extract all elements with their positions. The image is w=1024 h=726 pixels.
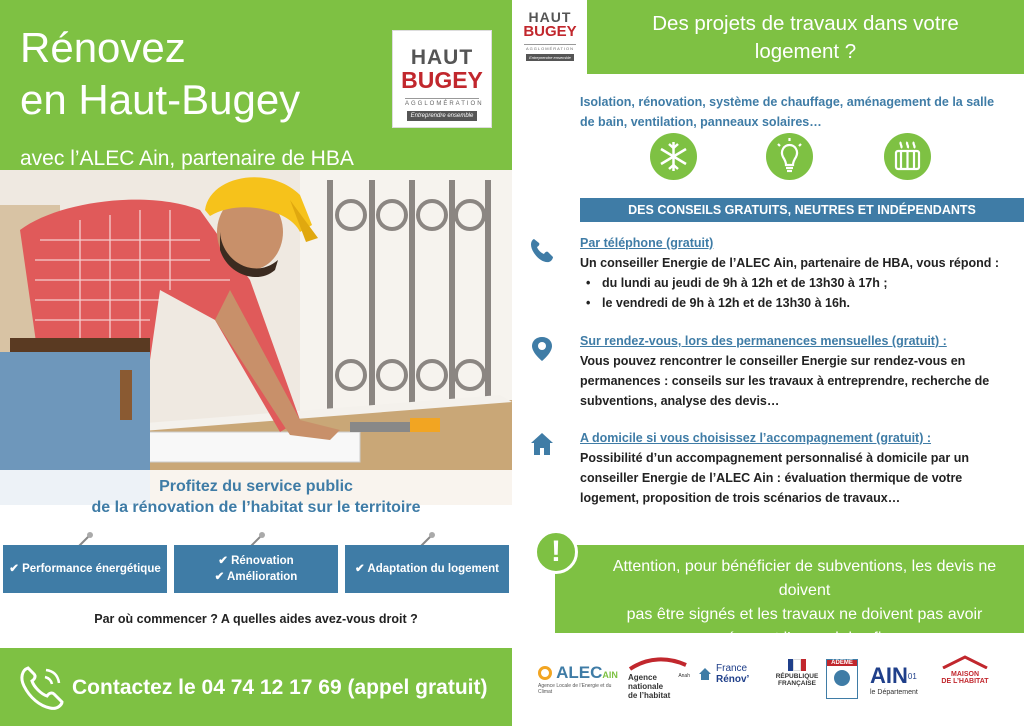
anah-small: Anah [678,673,690,679]
promo-banner [0,470,512,530]
attention-line-1: Attention, pour bénéficier de subventions, les devis ne doivent [612,558,997,599]
anah-line-1: Agence [628,673,657,682]
rf-line-2: FRANÇAISE [778,680,816,687]
rdv-section [580,331,1020,411]
ain-01-text: 01 [907,672,917,681]
logo-bugey-text: BUGEY [401,67,483,93]
title-line-1: Rénovez [20,24,186,71]
radiator-icon [884,133,931,180]
ademe-logo [826,655,860,705]
banner-line-1: Des projets de travaux dans votre [652,12,959,35]
promo-line-1: Profitez du service public [159,478,353,495]
alec-ain-text: AIN [602,670,618,680]
worker-illustration [0,170,512,505]
alec-subtitle: Agence Locale de l’Energie et du Climat [538,683,612,695]
phone-heading: Par téléphone (gratuit) [580,236,714,250]
rdv-line-3: subventions, analyse des devis… [580,394,780,408]
exclamation-icon: ! [534,530,578,574]
france-text: France [716,663,748,674]
location-pin-icon [528,335,556,363]
attention-banner [555,545,1024,647]
phone-section [580,233,1020,313]
attention-line-3: commencé avant l’accord des financeurs. [657,630,952,647]
pill-renovation [174,545,338,593]
rdv-line-2: permanences : conseils sur les travaux à entreprendre, recherche de [580,374,990,388]
home-section [580,428,1020,508]
home-line-3: logement, proposition de trois scénarios de travaux… [580,491,901,505]
maison-habitat-logo [932,655,998,705]
home-icon [528,430,556,458]
ain-text: AIN [870,663,908,688]
snowflake-icon [650,133,697,180]
france-renov-logo [698,655,760,705]
maison-line-2: DE L’HABITAT [941,678,989,685]
works-line-2: de bain, ventilation, panneaux solaires… [580,115,822,129]
page-title [20,22,300,126]
phone-hours-list [580,273,1020,313]
phone-icon [16,662,66,712]
rdv-line-1: Vous pouvez rencontrer le conseiller Energie sur rendez-vous en [580,354,966,368]
logo-tagline: Entreprendre ensemble [407,111,477,121]
contact-banner [0,648,512,726]
subtitle: avec l’ALEC Ain, partenaire de HBA [20,147,354,170]
home-line-2: conseiller Energie de l’ALEC Ain : évaluation thermique de votre [580,471,963,485]
home-heading: A domicile si vous choisissez l’accompagnement (gratuit) : [580,431,932,445]
haut-bugey-logo [392,30,492,128]
banner-line-2: logement ? [754,40,857,63]
ademe-text: ADEME [827,660,857,666]
anah-logo [628,655,690,705]
phone-icon [528,236,556,264]
anah-swoosh-icon [628,655,688,671]
lightbulb-icon [766,133,813,180]
ain-departement-logo [864,655,926,705]
conseils-banner: DES CONSEILS GRATUITS, NEUTRES ET INDÉPENDANTS [580,198,1024,222]
phone-intro: Un conseiller Energie de l’ALEC Ain, partenaire de HBA, vous répond : [580,256,1000,270]
projects-banner [587,0,1024,74]
rdv-heading: Sur rendez-vous, lors des permanences mensuelles (gratuit) : [580,334,947,348]
pill-performance-label: ✔ Performance énergétique [9,563,161,575]
worker-photo [0,170,512,505]
pill-renovation-label: ✔ Rénovation [218,555,294,567]
anah-line-2: nationale [628,682,664,691]
house-icon [698,667,712,681]
haut-bugey-logo-small [518,4,582,66]
promo-line-2: de la rénovation de l’habitat sur le territoire [91,499,421,516]
logo-agglo-text: AGGLOMÉRATION [525,46,575,51]
pill-performance [3,545,167,593]
alec-ain-logo [538,655,622,705]
logo-haut-text: HAUT [410,46,474,69]
home-line-1: Possibilité d’un accompagnement personnalisé à domicile par un [580,451,969,465]
title-line-2: en Haut-Bugey [20,76,301,123]
question-text: Par où commencer ? A quelles aides avez-vous droit ? [94,612,418,626]
contact-phone: Contactez le 04 74 12 17 69 (appel gratuit) [72,676,488,699]
logo-tagline: Entreprendre ensemble [526,54,574,61]
pill-adaptation-label: ✔ Adaptation du logement [354,563,499,575]
list-item: • le vendredi de 9h à 12h et de 13h30 à 16h. [580,293,1020,313]
works-list [580,92,1020,132]
logo-agglo-text: AGGLOMÉRATION [405,98,479,107]
attention-line-2: pas être signés et les travaux ne doivent pas avoir [626,606,983,623]
logo-bugey-text: BUGEY [523,23,577,40]
pill-amelioration-label: ✔ Amélioration [214,571,298,583]
ain-subtitle: le Département [870,689,918,696]
alec-text: ALEC [556,663,603,682]
rf-line-1: RÉPUBLIQUE [775,673,819,680]
logo-haut-text: HAUT [528,9,572,25]
republique-francaise-logo [768,655,826,705]
pill-adaptation [345,545,509,593]
roof-icon [935,655,995,669]
right-panel [512,0,1024,726]
maison-line-1: MAISON [951,671,979,678]
works-line-1: Isolation, rénovation, système de chauffage, aménagement de la salle [580,95,995,109]
list-item: • du lundi au jeudi de 9h à 12h et de 13h30 à 17h ; [580,273,1020,293]
renov-text: Rénov’ [716,674,750,685]
anah-line-3: de l’habitat [628,691,671,700]
